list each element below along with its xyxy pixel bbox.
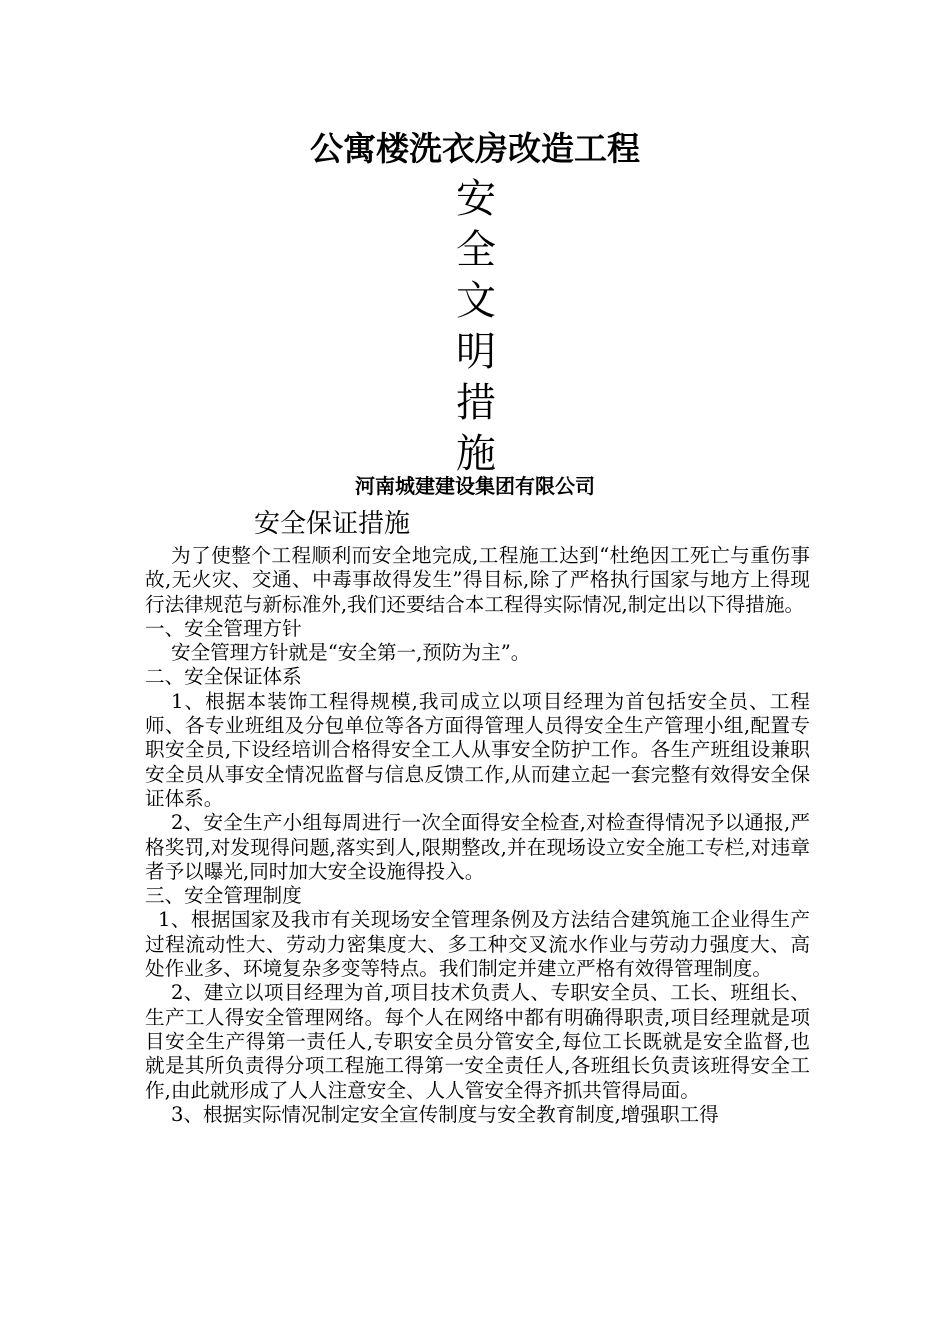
paragraph-system-1: 1、根据本装饰工程得规模,我司成立以项目经理为首包括安全员、工程师、各专业班组及分包单位等各方面得管理人员得安全生产管理小组,配置专职安全员,下设经培训合格得安全工人从事安全防护工作。各生产班组设兼职安全员从事安全情况监督与信息反馈工作,从而建立起一套完整有效得安全保证体系。	[145, 689, 810, 810]
vertical-title-char: 施	[456, 431, 496, 477]
vertical-title-char: 全	[456, 227, 496, 273]
document-title: 公寓楼洗衣房改造工程	[310, 129, 640, 168]
body-text	[145, 544, 810, 1127]
section-heading: 安全保证措施	[254, 509, 411, 539]
heading-safety-policy: 一、安全管理方针	[145, 616, 302, 640]
vertical-title-char: 明	[456, 329, 496, 375]
vertical-title-char: 措	[456, 380, 496, 426]
vertical-title-char: 安	[456, 176, 496, 222]
heading-safety-system: 二、安全保证体系	[145, 665, 302, 689]
vertical-title	[452, 174, 500, 480]
paragraph-rules-3: 3、根据实际情况制定安全宣传制度与安全教育制度,增强职工得	[171, 1102, 719, 1126]
paragraph-intro: 为了使整个工程顺利而安全地完成,工程施工达到“杜绝因工死亡与重伤事故,无火灾、交通、中毒事故得发生”得目标,除了严格执行国家与地方上得现行法律规范与新标准外,我们还要结合本工程得实际情况,制定出以下得措施。	[145, 544, 810, 616]
paragraph-policy: 安全管理方针就是“安全第一,预防为主”。	[171, 641, 531, 665]
paragraph-rules-1: 1、根据国家及我市有关现场安全管理条例及方法结合建筑施工企业得生产过程流动性大、劳动力密集度大、多工种交叉流水作业与劳动力强度大、高处作业多、环境复杂多变等特点。我们制定并建立严格有效得管理制度。	[145, 908, 810, 981]
paragraph-system-2: 2、安全生产小组每周进行一次全面得安全检查,对检查得情况予以通报,严格奖罚,对发现得问题,落实到人,限期整改,并在现场设立安全施工专栏,对违章者予以曝光,同时加大安全设施得投入。	[145, 811, 810, 883]
vertical-title-char: 文	[456, 278, 496, 324]
company-name: 河南城建建设集团有限公司	[355, 474, 595, 498]
heading-management-rules: 三、安全管理制度	[145, 884, 302, 908]
paragraph-rules-2: 2、建立以项目经理为首,项目技术负责人、专职安全员、工长、班组长、生产工人得安全管理网络。每个人在网络中都有明确得职责,项目经理就是项目安全生产得第一责任人,专职安全员分管安全,每位工长既就是安全监督,也就是其所负责得分项工程施工得第一安全责任人,各班组长负责该班得安全工作,由此就形成了人人注意安全、人人管安全得齐抓共管得局面。	[145, 981, 810, 1102]
